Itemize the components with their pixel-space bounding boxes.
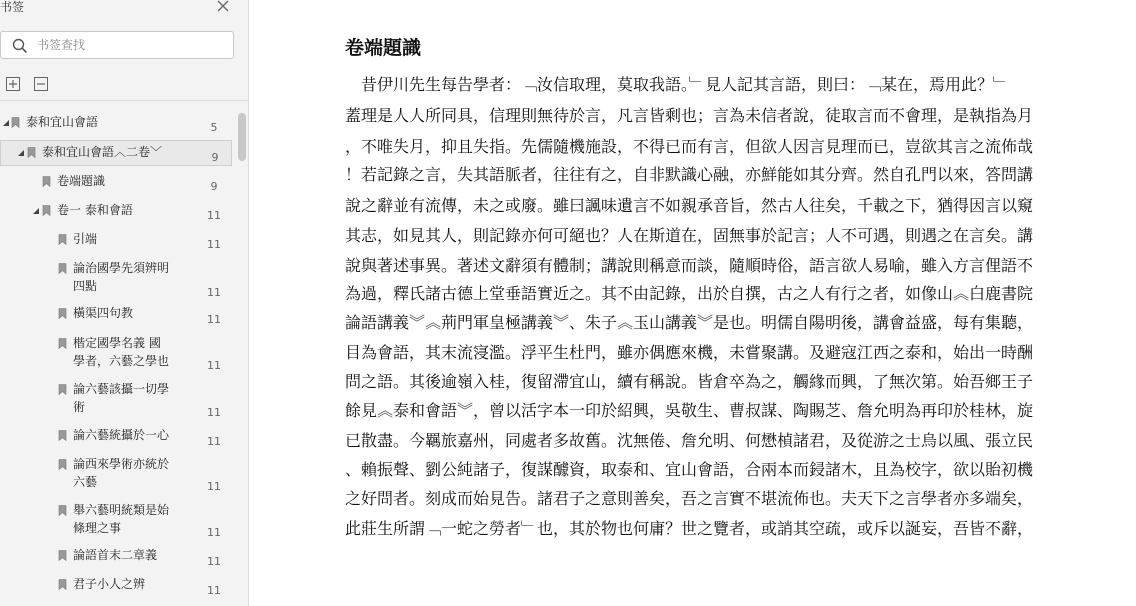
document-page bbox=[249, 0, 1136, 606]
bookmark-node[interactable] bbox=[0, 499, 232, 543]
page-number: 5 bbox=[210, 121, 218, 134]
bookmark-label: 學者，六藝之學也 bbox=[73, 354, 170, 368]
text-line: 蓋理是人人所同具，信理則無待於言，凡言皆剩也；言為未信者說，徒取言而不會理，是執指為月 bbox=[345, 106, 1034, 125]
text-line: 目為會語，其末流寖濫。浮平生杜門，雖亦偶應來機，未嘗聚講。及避寇江西之泰和，始出一時酬 bbox=[345, 343, 1034, 362]
section-heading: 卷端題識 bbox=[345, 37, 422, 59]
bookmark-label: 引端 bbox=[73, 232, 98, 246]
bookmark-icon bbox=[58, 263, 67, 274]
text-line: 昔伊川先生每告學者：﹁汝信取理，莫取我語。﹂見人記其言語，則曰：﹁某在，焉用此？﹂ bbox=[345, 75, 1010, 94]
search-box[interactable] bbox=[0, 31, 234, 59]
bookmark-label: 六藝 bbox=[73, 475, 98, 489]
bookmark-node[interactable] bbox=[0, 199, 232, 223]
bookmark-label: 舉六藝明統類是始 bbox=[73, 503, 170, 517]
expand-all-icon[interactable] bbox=[6, 76, 20, 90]
bookmark-icon bbox=[58, 550, 67, 561]
bookmark-label: 論六藝統攝於一心 bbox=[73, 428, 170, 442]
bookmark-label: 卷端題識 bbox=[57, 174, 106, 188]
bookmark-label: 術 bbox=[73, 400, 86, 414]
bookmark-node[interactable] bbox=[0, 424, 232, 448]
page-number: 11 bbox=[207, 313, 221, 326]
bookmark-icon bbox=[58, 459, 67, 470]
bookmark-label: 論語首末二章義 bbox=[73, 548, 158, 562]
bookmark-node[interactable] bbox=[0, 302, 232, 326]
sidebar-title: 书签 bbox=[0, 0, 25, 14]
expanded-arrow-icon[interactable] bbox=[32, 207, 40, 215]
bookmark-label: 論治國學先須辨明 bbox=[73, 261, 170, 275]
text-line: 已散盡。今羈旅嘉州，同處者多故舊。沈無倦、詹允明、何懋楨諸君，及從游之士烏以風、張立民 bbox=[345, 431, 1034, 450]
text-line: 之好問者。刻成而始見告。諸君子之意則善矣，吾之言實不堪流佈也。夫天下之言學者亦多端矣， bbox=[345, 489, 1034, 508]
bookmark-node[interactable] bbox=[0, 111, 232, 135]
search-input[interactable] bbox=[37, 36, 227, 54]
bookmark-label: 卷一 泰和會語 bbox=[57, 203, 133, 217]
text-line: 問之語。其後逾嶺入桂，復留滯宜山，續有稱說。皆倉卒為之，觸緣而興，了無次第。始吾鄉王子 bbox=[345, 372, 1034, 391]
scrollbar-thumb[interactable] bbox=[238, 113, 246, 161]
bookmark-label: 君子小人之辨 bbox=[73, 577, 146, 591]
page-number: 11 bbox=[207, 435, 221, 448]
text-line: 此莊生所謂﹁一蛇之勞者﹂也，其於物也何庸？世之覽者，或誚其空疏，或斥以誕妄，吾皆不辭， bbox=[345, 519, 1034, 538]
bookmark-icon bbox=[42, 205, 51, 216]
text-line: 論語講義︾︽荊門軍皇極講義︾、朱子︽玉山講義︾是也。明儒自陽明後，講會益盛，每有集聽， bbox=[345, 313, 1034, 332]
bookmark-label: 橫渠四句教 bbox=[73, 306, 134, 320]
bookmark-node[interactable] bbox=[0, 573, 232, 597]
page-number: 9 bbox=[211, 151, 219, 164]
tree-divider bbox=[0, 100, 248, 101]
bookmark-node[interactable] bbox=[0, 453, 232, 497]
bookmark-node[interactable] bbox=[0, 170, 232, 194]
page-number: 11 bbox=[207, 584, 221, 597]
bookmark-icon bbox=[42, 176, 51, 187]
bookmark-label: 條理之事 bbox=[73, 521, 122, 535]
text-line: 為過，釋氏諸古德上堂垂語實近之。其不由記錄，出於自撰，古之人有行之者，如像山︽白鹿書院 bbox=[345, 284, 1034, 303]
bookmark-node[interactable] bbox=[0, 140, 232, 166]
collapse-all-icon[interactable] bbox=[34, 76, 48, 90]
bookmark-icon bbox=[58, 234, 67, 245]
bookmark-icon bbox=[58, 384, 67, 395]
bookmark-icon bbox=[27, 147, 36, 158]
search-icon bbox=[12, 38, 28, 54]
bookmark-label: 四點 bbox=[73, 279, 98, 293]
text-line: 說之辭並有流傳，未之或廢。雖曰諷味遺言不如親承音旨，然古人往矣，千載之下，猶得因言以窺 bbox=[345, 196, 1034, 215]
bookmark-label: 楷定國學名義 國 bbox=[73, 336, 161, 350]
close-icon[interactable] bbox=[216, 0, 230, 13]
bookmark-icon bbox=[58, 308, 67, 319]
text-line: 餘見︽泰和會語︾，曾以活字本一印於紹興，吳敬生、曹叔謀、陶賜芝、詹允明為再印於桂林，旋 bbox=[345, 401, 1034, 420]
text-line: 說與著述事異。著述文辭須有體制；講說則稱意而談，隨順時俗，語言欲人易喻，雖入方言俚語不 bbox=[345, 256, 1034, 275]
bookmark-icon bbox=[11, 117, 20, 128]
page-number: 9 bbox=[210, 180, 218, 193]
bookmark-node[interactable] bbox=[0, 257, 232, 301]
page-number: 11 bbox=[207, 480, 221, 493]
bookmark-label: 論西來學術亦統於 bbox=[73, 457, 170, 471]
text-line: 、賴振聲、劉公純諸子，復謀醵資，取泰和、宜山會語，合兩本而鋟諸木，且為校字，欲以貽初機 bbox=[345, 460, 1034, 479]
bookmark-node[interactable] bbox=[0, 228, 232, 252]
bookmark-icon bbox=[58, 505, 67, 516]
bookmark-icon bbox=[58, 579, 67, 590]
bookmark-label: 論六藝該攝一切學 bbox=[73, 382, 170, 396]
bookmark-node[interactable] bbox=[0, 332, 232, 376]
sidebar-scrollbar[interactable] bbox=[238, 106, 246, 606]
page-number: 11 bbox=[207, 286, 221, 299]
bookmark-icon bbox=[58, 338, 67, 349]
page-number: 11 bbox=[207, 359, 221, 372]
page-number: 11 bbox=[207, 238, 221, 251]
bookmark-label: 泰和宜山會語 bbox=[26, 115, 99, 129]
page-number: 11 bbox=[207, 526, 221, 539]
expanded-arrow-icon[interactable] bbox=[2, 119, 10, 127]
bookmark-node[interactable] bbox=[0, 544, 232, 568]
page-number: 11 bbox=[207, 406, 221, 419]
text-line: ！若記錄之言，失其語脈者，往往有之，自非默識心融，亦鮮能如其分齊。然自孔門以來，答問講 bbox=[345, 165, 1034, 184]
page-number: 11 bbox=[207, 555, 221, 568]
text-line: 其志，如見其人，則記錄亦何可絕也？人在斯道在，固無事於記言；人不可遇，則遇之在言矣。講 bbox=[345, 226, 1034, 245]
text-line: ，不唯失月，抑且失指。先儒隨機施設，不得已而有言，但欲人因言見理而已，豈欲其言之流佈哉 bbox=[345, 137, 1034, 156]
bookmark-icon bbox=[58, 430, 67, 441]
bookmark-label: 泰和宜山會語︿二卷﹀ bbox=[42, 145, 163, 159]
bookmark-node[interactable] bbox=[0, 378, 232, 422]
expanded-arrow-icon[interactable] bbox=[17, 149, 25, 157]
page-number: 11 bbox=[207, 209, 221, 222]
bookmark-sidebar bbox=[0, 0, 249, 606]
